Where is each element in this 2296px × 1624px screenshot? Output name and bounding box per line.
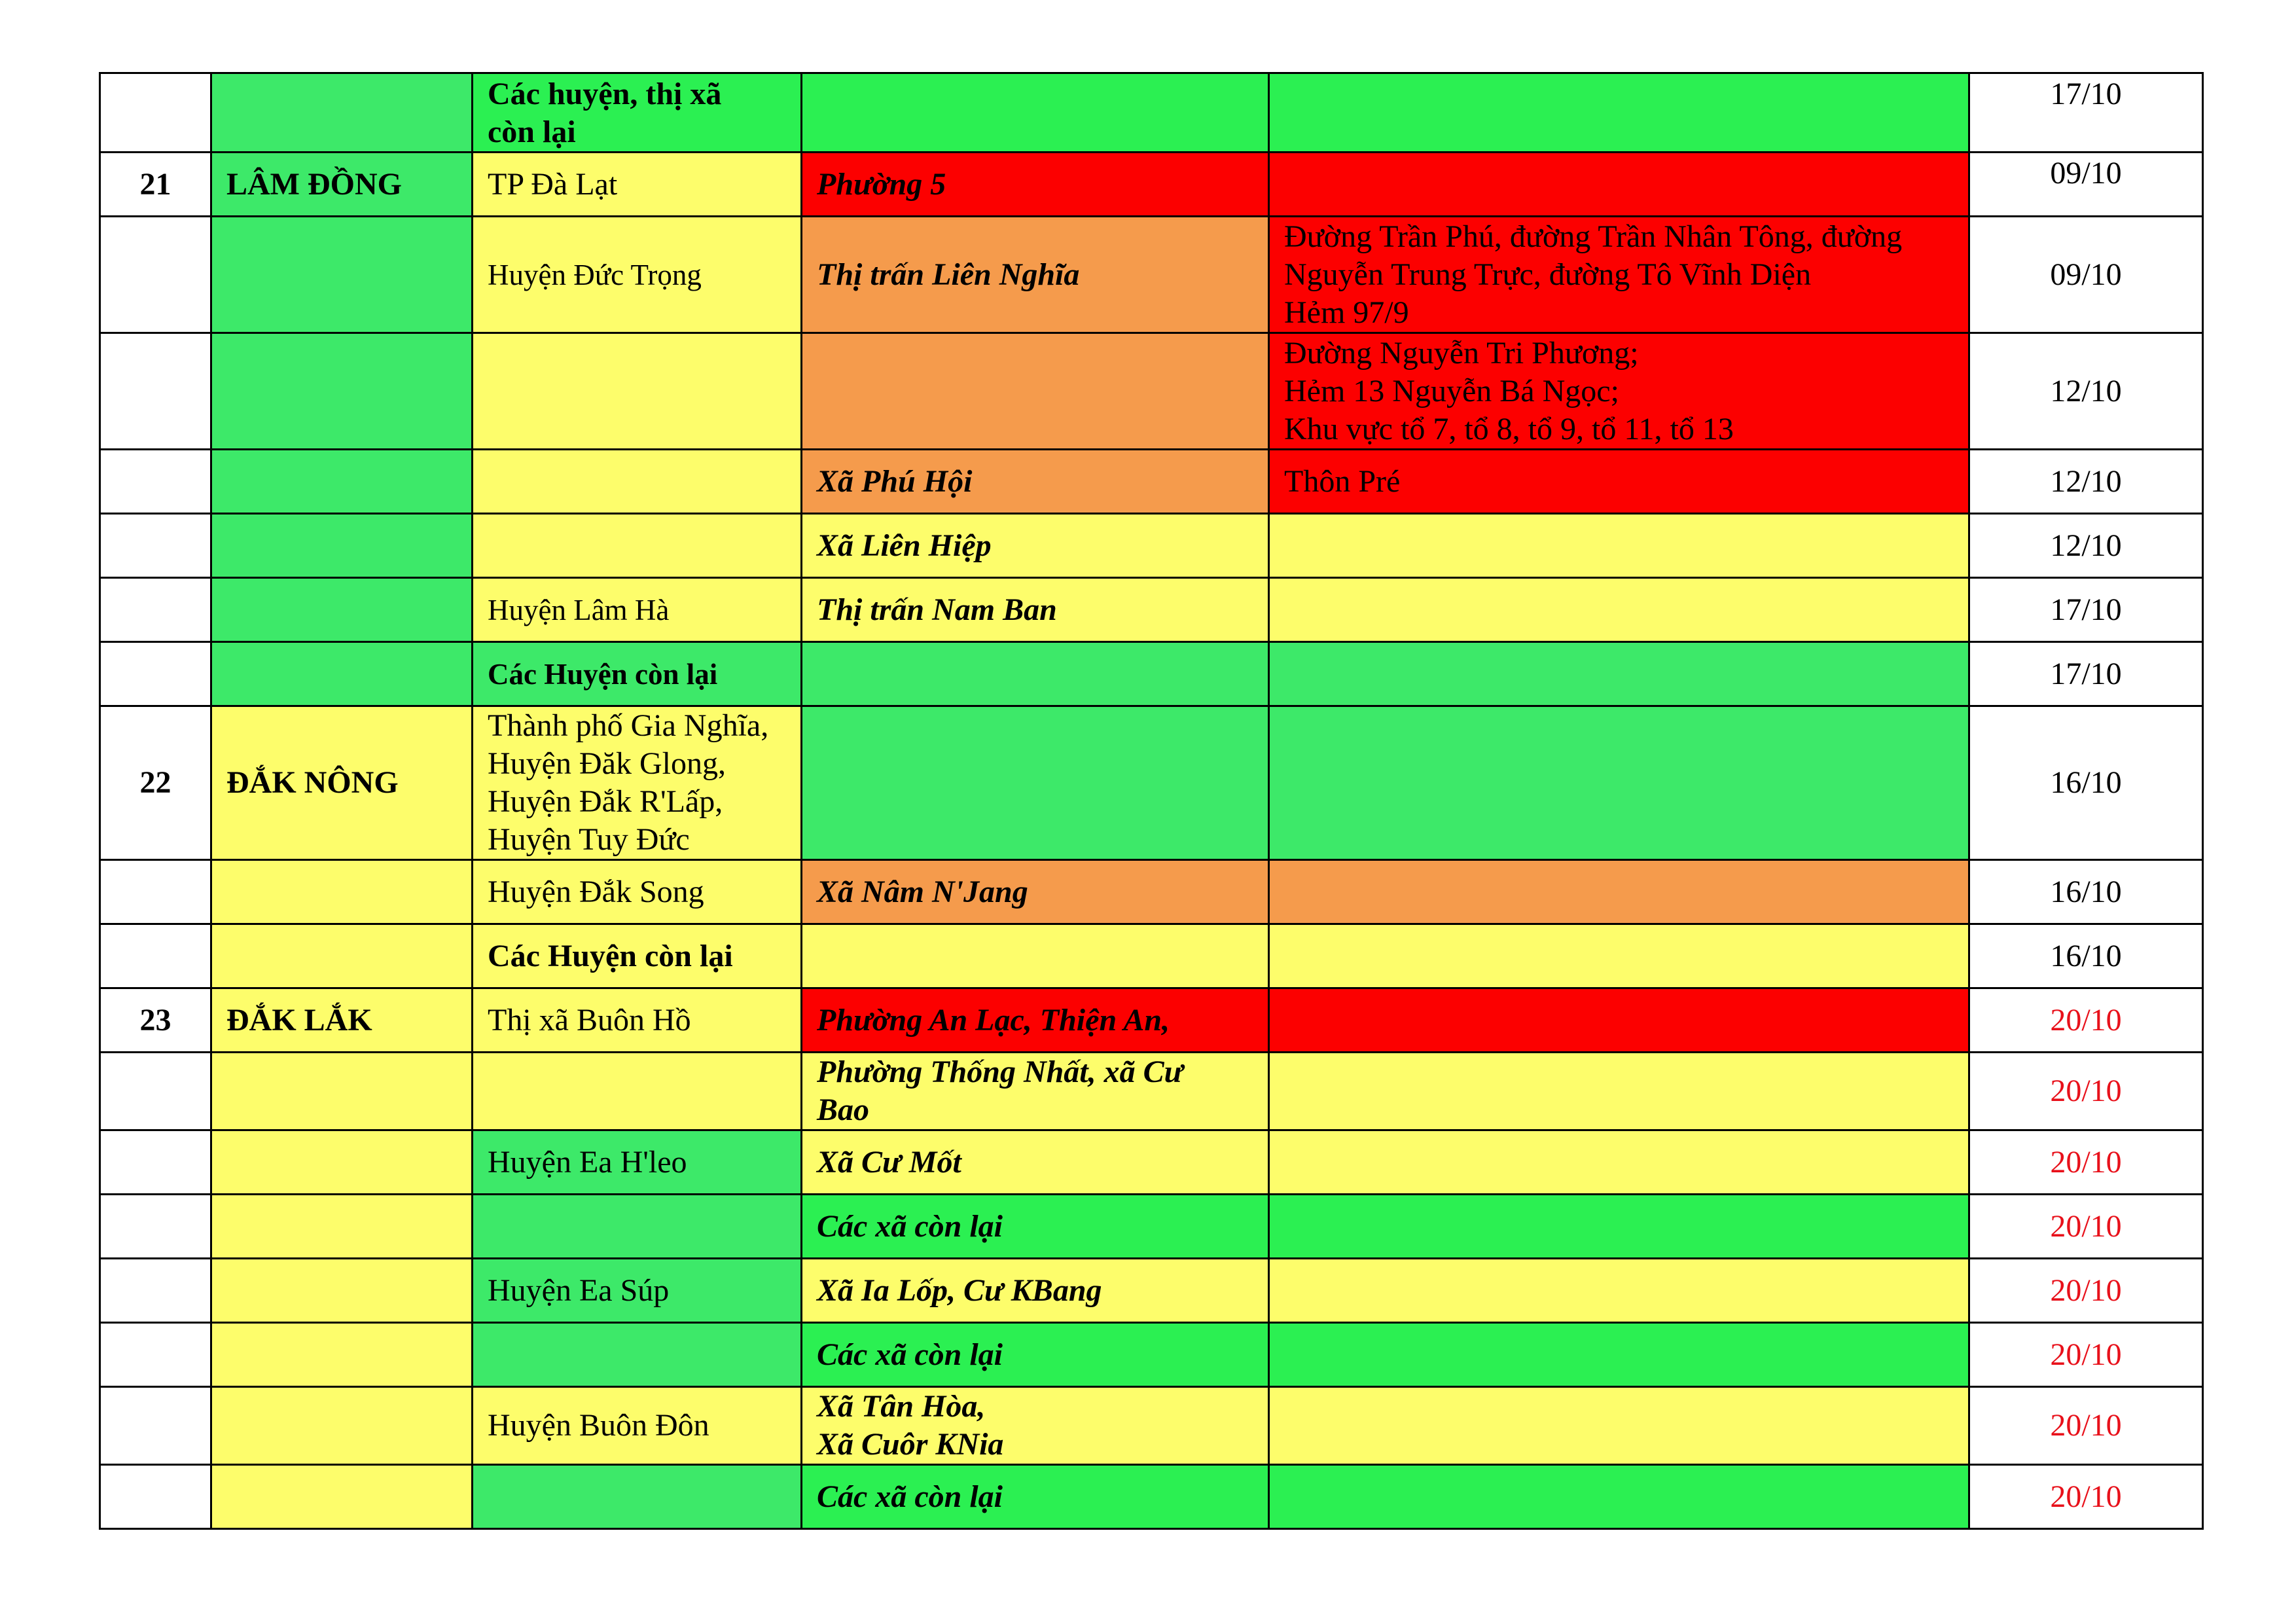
district-cell: Huyện Ea Súp	[473, 1259, 802, 1323]
commune-cell: Các xã còn lại	[802, 1323, 1269, 1387]
table-row	[100, 153, 2203, 217]
row-number-cell	[100, 1195, 211, 1259]
row-number-cell	[100, 1053, 211, 1130]
row-number-cell	[100, 333, 211, 450]
area-detail-cell: Đường Nguyễn Tri Phương; Hẻm 13 Nguyễn Bá Ngọc; Khu vực tổ 7, tổ 8, tổ 9, tổ 11, tổ 13	[1269, 333, 1969, 450]
commune-cell: Phường 5	[802, 153, 1269, 217]
province-cell	[211, 1323, 473, 1387]
date-cell: 20/10	[1969, 1387, 2203, 1465]
area-detail-cell	[1269, 514, 1969, 578]
date-cell: 16/10	[1969, 860, 2203, 924]
district-cell: Huyện Lâm Hà	[473, 578, 802, 642]
row-number-cell	[100, 860, 211, 924]
district-cell: Các huyện, thị xã còn lại	[473, 73, 802, 153]
province-cell	[211, 73, 473, 153]
province-cell	[211, 1259, 473, 1323]
row-number-cell	[100, 1465, 211, 1529]
date-cell: 17/10	[1969, 642, 2203, 706]
commune-cell	[802, 642, 1269, 706]
province-cell	[211, 450, 473, 514]
province-cell: LÂM ĐỒNG	[211, 153, 473, 217]
province-cell	[211, 1465, 473, 1529]
commune-cell: Xã Ia Lốp, Cư KBang	[802, 1259, 1269, 1323]
area-detail-cell	[1269, 1195, 1969, 1259]
date-cell: 20/10	[1969, 988, 2203, 1053]
commune-cell: Xã Tân Hòa, Xã Cuôr KNia	[802, 1387, 1269, 1465]
date-cell: 16/10	[1969, 706, 2203, 860]
date-cell: 20/10	[1969, 1053, 2203, 1130]
row-number-cell: 23	[100, 988, 211, 1053]
district-cell: Thành phố Gia Nghĩa, Huyện Đăk Glong, Huyện Đắk R'Lấp, Huyện Tuy Đức	[473, 706, 802, 860]
row-number-cell	[100, 924, 211, 988]
date-cell: 09/10	[1969, 217, 2203, 333]
commune-cell: Phường An Lạc, Thiện An,	[802, 988, 1269, 1053]
district-cell	[473, 1053, 802, 1130]
province-cell	[211, 642, 473, 706]
area-detail-cell	[1269, 988, 1969, 1053]
district-cell	[473, 450, 802, 514]
row-number-cell	[100, 73, 211, 153]
area-detail-cell	[1269, 1387, 1969, 1465]
commune-cell: Các xã còn lại	[802, 1195, 1269, 1259]
area-detail-cell: Đường Trần Phú, đường Trần Nhân Tông, đường Nguyễn Trung Trực, đường Tô Vĩnh Diện Hẻm 97/9	[1269, 217, 1969, 333]
date-cell: 20/10	[1969, 1465, 2203, 1529]
table-row	[100, 1323, 2203, 1387]
table-row	[100, 1053, 2203, 1130]
commune-cell	[802, 73, 1269, 153]
province-cell: ĐẮK LẮK	[211, 988, 473, 1053]
date-cell: 12/10	[1969, 514, 2203, 578]
row-number-cell	[100, 514, 211, 578]
row-number-cell	[100, 642, 211, 706]
area-detail-cell	[1269, 1053, 1969, 1130]
province-cell: ĐẮK NÔNG	[211, 706, 473, 860]
district-cell	[473, 514, 802, 578]
date-cell: 12/10	[1969, 450, 2203, 514]
commune-cell: Thị trấn Nam Ban	[802, 578, 1269, 642]
district-cell: Các Huyện còn lại	[473, 924, 802, 988]
district-cell	[473, 1195, 802, 1259]
area-detail-cell	[1269, 1130, 1969, 1195]
province-cell	[211, 1053, 473, 1130]
table-row	[100, 860, 2203, 924]
table-row	[100, 73, 2203, 153]
district-cell	[473, 1465, 802, 1529]
table-row	[100, 988, 2203, 1053]
area-detail-cell	[1269, 642, 1969, 706]
row-number-cell	[100, 450, 211, 514]
province-cell	[211, 578, 473, 642]
commune-cell: Xã Cư Mốt	[802, 1130, 1269, 1195]
table-row	[100, 1130, 2203, 1195]
date-cell: 20/10	[1969, 1130, 2203, 1195]
commune-cell: Các xã còn lại	[802, 1465, 1269, 1529]
table-row	[100, 1465, 2203, 1529]
date-cell: 09/10	[1969, 153, 2203, 217]
commune-cell: Xã Nâm N'Jang	[802, 860, 1269, 924]
area-detail-cell	[1269, 1465, 1969, 1529]
area-detail-cell	[1269, 153, 1969, 217]
province-cell	[211, 924, 473, 988]
date-cell: 17/10	[1969, 73, 2203, 153]
date-cell: 16/10	[1969, 924, 2203, 988]
table-row	[100, 924, 2203, 988]
district-cell: Huyện Đắk Song	[473, 860, 802, 924]
commune-cell	[802, 924, 1269, 988]
zone-table	[99, 72, 2204, 1530]
district-cell: Thị xã Buôn Hồ	[473, 988, 802, 1053]
province-cell	[211, 1130, 473, 1195]
table-row	[100, 1259, 2203, 1323]
area-detail-cell	[1269, 924, 1969, 988]
province-cell	[211, 217, 473, 333]
district-cell: Huyện Buôn Đôn	[473, 1387, 802, 1465]
commune-cell: Phường Thống Nhất, xã Cư Bao	[802, 1053, 1269, 1130]
area-detail-cell	[1269, 73, 1969, 153]
commune-cell: Xã Liên Hiệp	[802, 514, 1269, 578]
date-cell: 20/10	[1969, 1323, 2203, 1387]
row-number-cell	[100, 1259, 211, 1323]
district-cell: Huyện Đức Trọng	[473, 217, 802, 333]
district-cell: TP Đà Lạt	[473, 153, 802, 217]
table-row	[100, 1195, 2203, 1259]
date-cell: 20/10	[1969, 1259, 2203, 1323]
row-number-cell: 21	[100, 153, 211, 217]
area-detail-cell	[1269, 706, 1969, 860]
commune-cell: Xã Phú Hội	[802, 450, 1269, 514]
province-cell	[211, 860, 473, 924]
commune-cell	[802, 706, 1269, 860]
table-row	[100, 333, 2203, 450]
table-row	[100, 706, 2203, 860]
area-detail-cell	[1269, 1259, 1969, 1323]
commune-cell: Thị trấn Liên Nghĩa	[802, 217, 1269, 333]
province-cell	[211, 333, 473, 450]
district-cell: Các Huyện còn lại	[473, 642, 802, 706]
date-cell: 12/10	[1969, 333, 2203, 450]
date-cell: 17/10	[1969, 578, 2203, 642]
table-row	[100, 1387, 2203, 1465]
area-detail-cell	[1269, 578, 1969, 642]
area-detail-cell: Thôn Pré	[1269, 450, 1969, 514]
province-cell	[211, 514, 473, 578]
row-number-cell	[100, 1323, 211, 1387]
district-cell: Huyện Ea H'leo	[473, 1130, 802, 1195]
table-row	[100, 450, 2203, 514]
row-number-cell: 22	[100, 706, 211, 860]
row-number-cell	[100, 217, 211, 333]
table-row	[100, 578, 2203, 642]
commune-cell	[802, 333, 1269, 450]
row-number-cell	[100, 1387, 211, 1465]
district-cell	[473, 1323, 802, 1387]
area-detail-cell	[1269, 860, 1969, 924]
table-row	[100, 642, 2203, 706]
table-row	[100, 514, 2203, 578]
area-detail-cell	[1269, 1323, 1969, 1387]
row-number-cell	[100, 1130, 211, 1195]
row-number-cell	[100, 578, 211, 642]
table-row	[100, 217, 2203, 333]
province-cell	[211, 1387, 473, 1465]
district-cell	[473, 333, 802, 450]
province-cell	[211, 1195, 473, 1259]
date-cell: 20/10	[1969, 1195, 2203, 1259]
